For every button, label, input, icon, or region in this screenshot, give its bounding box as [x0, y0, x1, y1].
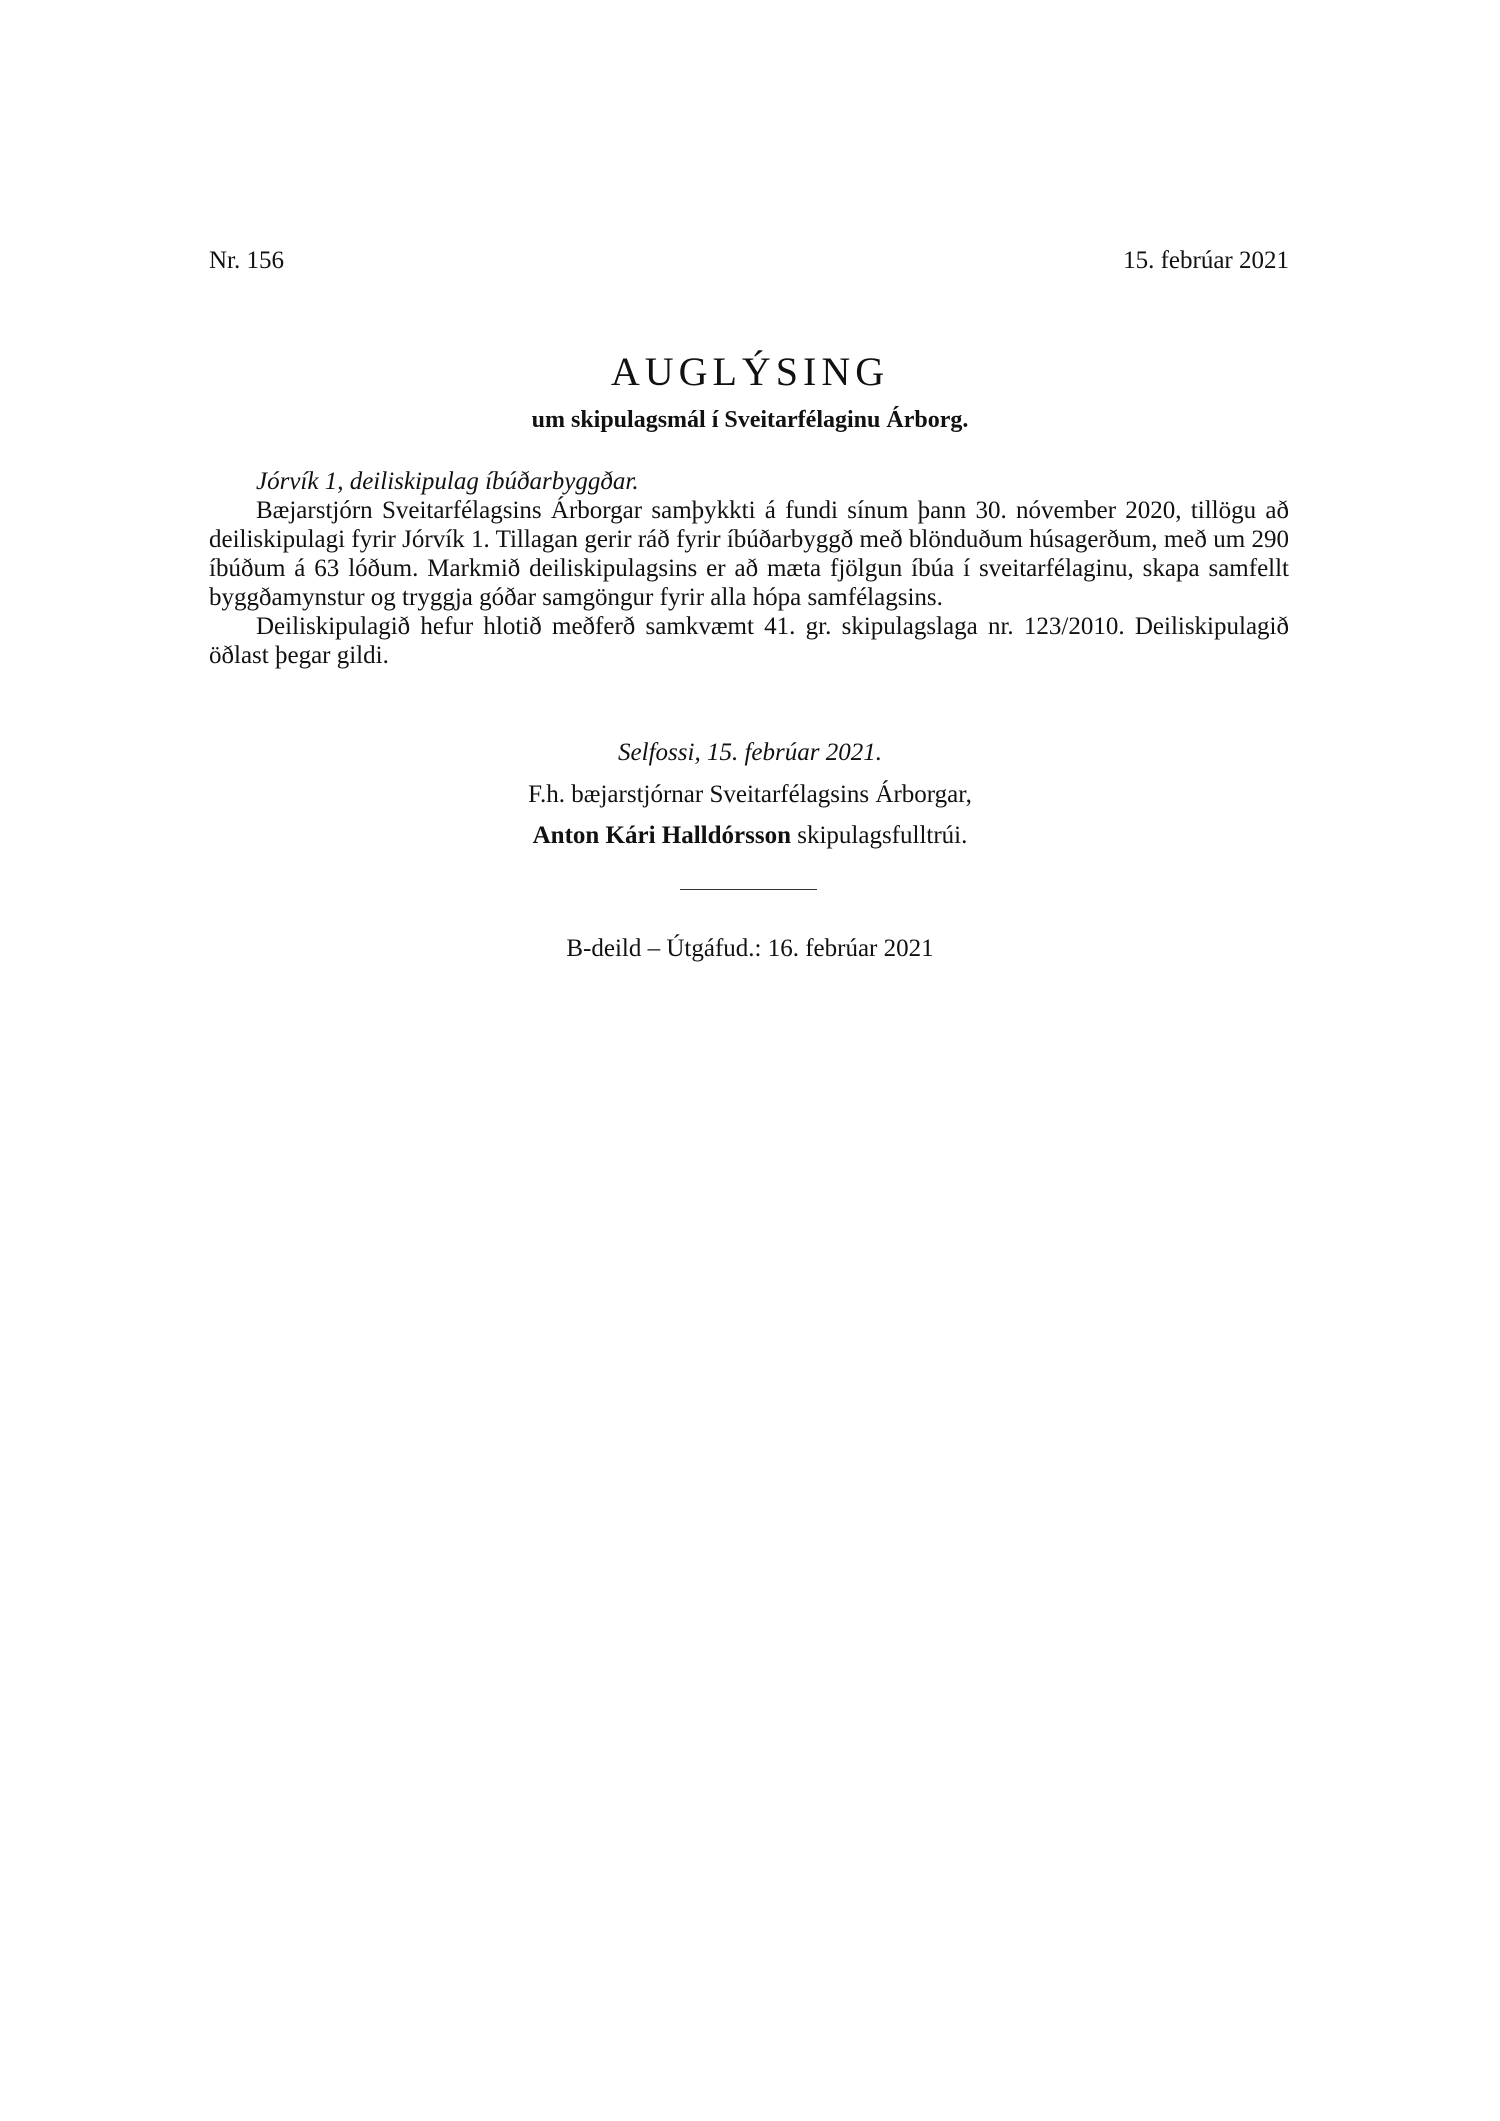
signature-role: skipulagsfulltrúi.: [797, 822, 968, 849]
signature-person: [0, 821, 1500, 851]
body-paragraph-2: Deiliskipulagið hefur hlotið meðferð samkvæmt 41. gr. skipulagslaga nr. 123/2010. Deiliskipulagið öðlast þegar gildi.: [209, 613, 1289, 669]
body-lead: Jórvík 1, deiliskipulag íbúðarbyggðar.: [256, 468, 639, 495]
publication-footer: B-deild – Útgáfud.: 16. febrúar 2021: [566, 935, 934, 962]
signature-on-behalf: F.h. bæjarstjórnar Sveitarfélagsins Árborgar,: [528, 781, 972, 808]
signature-place-date: Selfossi, 15. febrúar 2021.: [618, 739, 882, 766]
document-title: AUGLÝSING: [610, 349, 890, 394]
document-subtitle: um skipulagsmál í Sveitarfélaginu Árborg.: [531, 407, 969, 433]
signature-name: Anton Kári Halldórsson: [532, 822, 791, 849]
divider-line: [680, 889, 817, 890]
document-number: Nr. 156: [209, 247, 284, 274]
document-body: [209, 467, 1289, 670]
body-paragraph-1: Bæjarstjórn Sveitarfélagsins Árborgar samþykkti á fundi sínum þann 30. nóvember 2020, tillögu að deiliskipulagi fyrir Jórvík 1. Tillagan gerir ráð fyrir íbúðarbyggð með blönduðum húsagerðum, með um 290 íbúðum á 63 lóðum. Markmið deiliskipulagsins er að mæta fjölgun íbúa í sveitarfélaginu, skapa samfellt byggðamynstur og tryggja góðar samgöngur fyrir alla hópa samfélagsins.: [209, 497, 1289, 611]
document-date: 15. febrúar 2021: [1123, 247, 1289, 274]
